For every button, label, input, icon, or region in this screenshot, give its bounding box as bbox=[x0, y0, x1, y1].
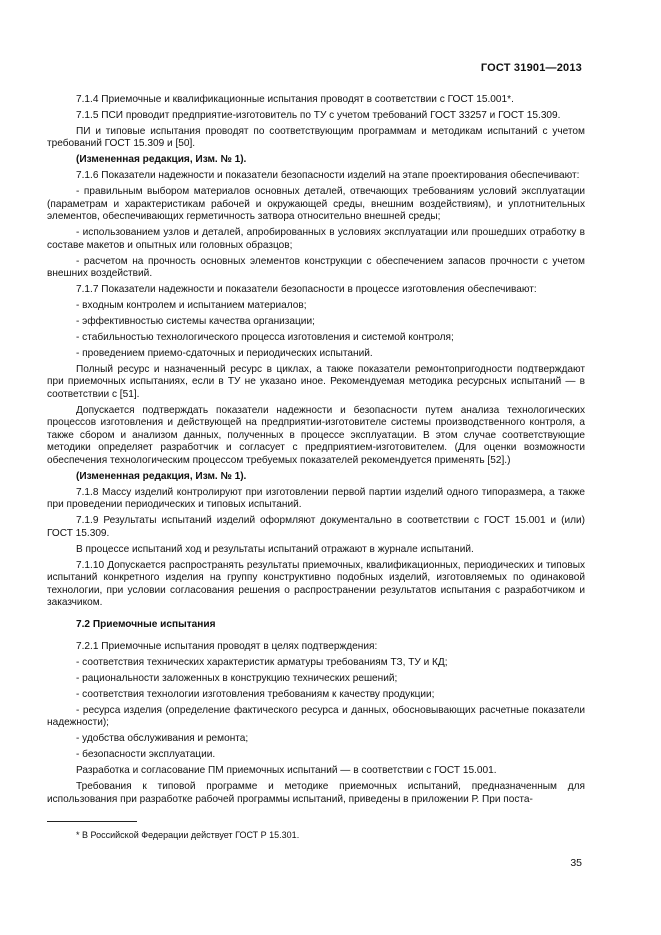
list-item: - безопасности эксплуатации. bbox=[76, 749, 216, 761]
paragraph-7-1-9: 7.1.9 Результаты испытаний изделий оформляют документально в соответствии с ГОСТ 15.001 и (или) ГОСТ 15.309. bbox=[47, 515, 585, 539]
paragraph-pm-development: Разработка и согласование ПМ приемочных испытаний — в соответствии с ГОСТ 15.001. bbox=[76, 765, 497, 777]
list-item: - соответствия технических характеристик арматуры требованиям ТЗ, ТУ и КД; bbox=[76, 657, 448, 669]
paragraph-test-journal: В процессе испытаний ход и результаты испытаний отражают в журнале испытаний. bbox=[76, 543, 474, 555]
footnote-separator bbox=[47, 821, 137, 822]
list-item: - расчетом на прочность основных элементов конструкции с обеспечением запасов прочности с учетом внешних воздействий. bbox=[47, 255, 585, 280]
paragraph-resource: Полный ресурс и назначенный ресурс в циклах, а также показатели ремонтопригодности подтверждают при приемочных испытаниях, если в ТУ не указано иное. Рекомендуемая методика ресурсных испытаний — в соответствии с [51]. bbox=[47, 363, 585, 400]
list-item: - рациональности заложенных в конструкцию технических решений; bbox=[76, 672, 398, 684]
document-header: ГОСТ 31901—2013 bbox=[480, 62, 582, 74]
list-item: - эффективностью системы качества организации; bbox=[76, 315, 315, 327]
paragraph-7-1-4: 7.1.4 Приемочные и квалификационные испытания проводят в соответствии с ГОСТ 15.001*. bbox=[76, 94, 514, 105]
paragraph-7-1-7: 7.1.7 Показатели надежности и показатели безопасности в процессе изготовления обеспечивают: bbox=[76, 284, 537, 296]
list-item: - правильным выбором материалов основных деталей, отвечающих требованиям условий эксплуатации (параметрам и характеристикам рабочей и окружающей среды, внешним воздействиям), и уплотнительных элементов, обеспечивающих герметичность затвора относительно внешней среды; bbox=[47, 186, 585, 223]
list-item: - стабильностью технологического процесса изготовления и системой контроля; bbox=[76, 331, 454, 343]
amendment-note: (Измененная редакция, Изм. № 1). bbox=[76, 470, 247, 482]
paragraph-confirmation: Допускается подтверждать показатели надежности и безопасности путем анализа технологических процессов изготовления и действующей на предприятии-изготовителе системы производственного контроля, а также сбором и анализом данных, полученных в процессе эксплуатации. В этом случае соответствующие методики определяет разработчик и согласует с предприятием-изготовителем. (Для оценки возможности обеспечения технологическим процессом требуемых показателей рекомендуется применять [52].) bbox=[47, 404, 585, 466]
paragraph-typical-program: Требования к типовой программе и методике приемочных испытаний, предназначенным для использования при разработке рабочей программы испытаний, приведены в приложении Р. При поста- bbox=[47, 780, 585, 805]
paragraph-pi-tests: ПИ и типовые испытания проводят по соответствующим программам и методикам испытаний с учетом требований ГОСТ 15.309 и [50]. bbox=[47, 125, 585, 150]
list-item: - проведением приемо-сдаточных и периодических испытаний. bbox=[76, 347, 373, 359]
list-item: - использованием узлов и деталей, апробированных в условиях эксплуатации или прошедших отработку в составе макетов и опытных или головных образцов; bbox=[47, 227, 585, 251]
paragraph-7-1-10: 7.1.10 Допускается распространять результаты приемочных, квалификационных, периодических и типовых испытаний конкретного изделия на группу конструктивно подобных изделий, изготовляемых по одинаковой технологии, при условии согласования решения о распространении результатов испытания с разработчиком и заказчиком. bbox=[47, 559, 585, 609]
paragraph-7-1-6: 7.1.6 Показатели надежности и показатели безопасности изделий на этапе проектирования обеспечивают: bbox=[76, 170, 580, 182]
amendment-note: (Измененная редакция, Изм. № 1). bbox=[76, 154, 247, 166]
list-item: - входным контролем и испытанием материалов; bbox=[76, 299, 307, 311]
paragraph-7-1-5: 7.1.5 ПСИ проводит предприятие-изготовитель по ТУ с учетом требований ГОСТ 33257 и ГОСТ 15.309. bbox=[76, 109, 561, 121]
list-item: - соответствия технологии изготовления требованиям к качеству продукции; bbox=[76, 688, 435, 700]
list-item: - удобства обслуживания и ремонта; bbox=[76, 733, 249, 745]
paragraph-7-1-8: 7.1.8 Массу изделий контролируют при изготовлении первой партии изделий одного типоразмера, а также при проведении периодических и типовых испытаний. bbox=[47, 486, 585, 511]
list-item: - ресурса изделия (определение фактического ресурса и данных, обосновывающих расчетные показатели надежности); bbox=[47, 704, 585, 729]
paragraph-7-2-1: 7.2.1 Приемочные испытания проводят в целях подтверждения: bbox=[76, 641, 378, 653]
page-body bbox=[47, 94, 585, 806]
page-number: 35 bbox=[570, 857, 582, 869]
section-heading-7-2: 7.2 Приемочные испытания bbox=[76, 619, 216, 631]
footnote: * В Российской Федерации действует ГОСТ Р 15.301. bbox=[76, 830, 300, 840]
